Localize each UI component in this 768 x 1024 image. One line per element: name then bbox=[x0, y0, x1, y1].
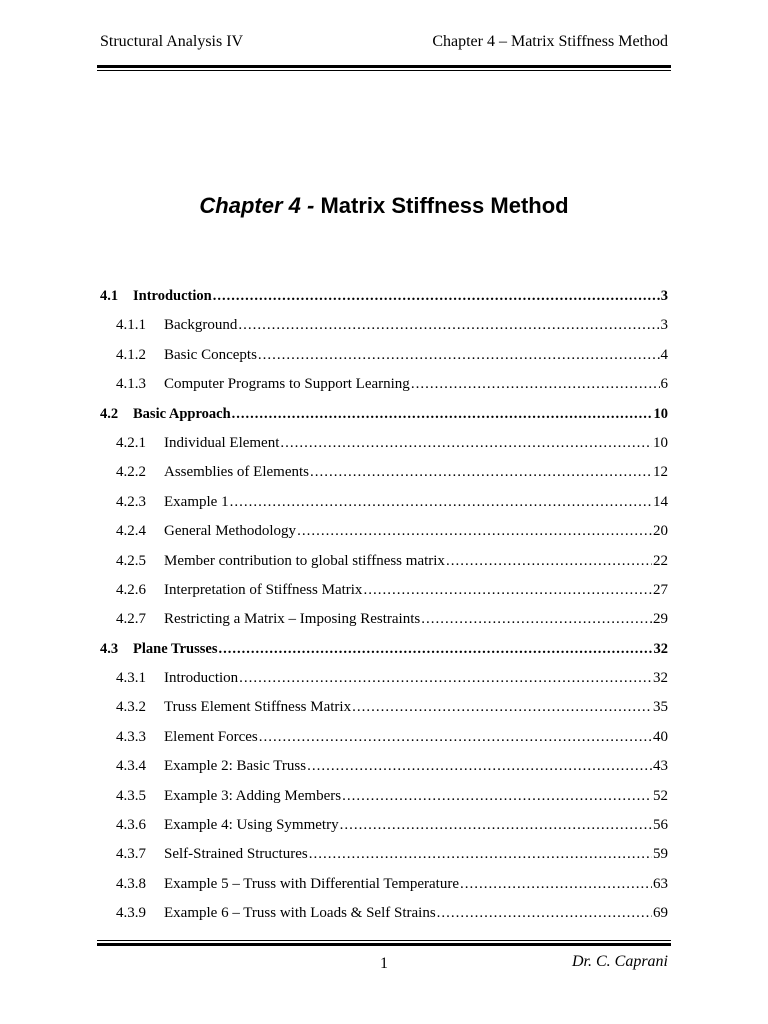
toc-entry-number: 4.2 bbox=[100, 405, 119, 422]
toc-dot-leader bbox=[363, 578, 652, 602]
footer-author: Dr. C. Caprani bbox=[571, 953, 668, 970]
toc-entry[interactable] bbox=[100, 284, 668, 313]
toc-entry-label: Restricting a Matrix – Imposing Restraints bbox=[164, 611, 421, 628]
toc-dot-leader bbox=[421, 607, 652, 631]
toc-entry-label: Element Forces bbox=[164, 728, 258, 745]
toc-entry-page: 3 bbox=[660, 288, 668, 304]
toc-entry-number: 4.3.6 bbox=[116, 817, 146, 834]
toc-entry-label: Member contribution to global stiffness matrix bbox=[164, 552, 445, 569]
chapter-title-text: Matrix Stiffness Method bbox=[320, 193, 569, 218]
toc-entry-page: 69 bbox=[653, 905, 668, 922]
toc-entry-number: 4.2.2 bbox=[116, 464, 146, 481]
chapter-title-number: Chapter 4 - bbox=[199, 193, 315, 218]
toc-entry[interactable] bbox=[100, 431, 668, 460]
toc-entry-label: Truss Element Stiffness Matrix bbox=[164, 699, 352, 716]
header-rule bbox=[97, 65, 671, 71]
toc-entry-number: 4.1.2 bbox=[116, 346, 146, 363]
toc-entry[interactable] bbox=[100, 607, 668, 636]
toc-entry-page: 59 bbox=[653, 846, 668, 863]
toc-entry[interactable] bbox=[100, 490, 668, 519]
toc-entry-page: 12 bbox=[653, 464, 668, 481]
toc-entry-page: 14 bbox=[653, 493, 668, 510]
toc-entry-number: 4.3.2 bbox=[116, 699, 146, 716]
table-of-contents bbox=[100, 284, 668, 931]
toc-entry-page: 10 bbox=[653, 434, 668, 451]
toc-entry-page: 32 bbox=[653, 640, 668, 657]
toc-entry-label: General Methodology bbox=[164, 523, 297, 540]
toc-dot-leader bbox=[340, 813, 652, 837]
toc-entry-page: 56 bbox=[653, 817, 668, 834]
toc-entry-page: 52 bbox=[653, 787, 668, 804]
toc-dot-leader bbox=[297, 519, 652, 543]
footer-rule bbox=[97, 940, 671, 946]
toc-entry-label: Introduction bbox=[133, 288, 212, 304]
toc-entry-label: Interpretation of Stiffness Matrix bbox=[164, 581, 363, 598]
toc-entry[interactable] bbox=[100, 372, 668, 401]
toc-entry-page: 43 bbox=[653, 758, 668, 775]
toc-entry-label: Plane Trusses bbox=[133, 640, 218, 657]
toc-dot-leader bbox=[232, 402, 653, 426]
toc-dot-leader bbox=[213, 284, 660, 308]
toc-entry-page: 29 bbox=[653, 611, 668, 628]
toc-entry[interactable] bbox=[100, 813, 668, 842]
toc-entry-label: Example 4: Using Symmetry bbox=[164, 817, 339, 834]
toc-entry-number: 4.1.1 bbox=[116, 317, 146, 334]
toc-entry-number: 4.2.7 bbox=[116, 611, 146, 628]
toc-dot-leader bbox=[259, 725, 652, 749]
toc-dot-leader bbox=[280, 431, 652, 455]
toc-dot-leader bbox=[352, 695, 652, 719]
page-header bbox=[100, 33, 668, 51]
toc-entry-number: 4.3.5 bbox=[116, 787, 146, 804]
toc-entry-number: 4.3.7 bbox=[116, 846, 146, 863]
toc-entry-label: Background bbox=[164, 317, 238, 334]
toc-entry-page: 20 bbox=[653, 523, 668, 540]
toc-dot-leader bbox=[307, 754, 652, 778]
toc-entry-label: Example 3: Adding Members bbox=[164, 787, 342, 804]
toc-entry[interactable] bbox=[100, 901, 668, 930]
toc-entry[interactable] bbox=[100, 343, 668, 372]
toc-entry[interactable] bbox=[100, 725, 668, 754]
toc-dot-leader bbox=[342, 784, 652, 808]
toc-entry-label: Example 2: Basic Truss bbox=[164, 758, 307, 775]
toc-entry[interactable] bbox=[100, 519, 668, 548]
header-course-title: Structural Analysis IV bbox=[100, 33, 244, 50]
toc-dot-leader bbox=[258, 343, 660, 367]
toc-dot-leader bbox=[310, 460, 652, 484]
toc-entry[interactable] bbox=[100, 578, 668, 607]
toc-entry-page: 4 bbox=[660, 346, 668, 363]
toc-dot-leader bbox=[230, 490, 652, 514]
toc-entry-label: Basic Concepts bbox=[164, 346, 257, 363]
toc-entry-page: 40 bbox=[653, 728, 668, 745]
toc-entry-page: 22 bbox=[653, 552, 668, 569]
toc-entry[interactable] bbox=[100, 637, 668, 666]
toc-entry-number: 4.2.3 bbox=[116, 493, 146, 510]
toc-entry-number: 4.3.9 bbox=[116, 905, 146, 922]
toc-entry[interactable] bbox=[100, 313, 668, 342]
toc-entry[interactable] bbox=[100, 872, 668, 901]
toc-entry-number: 4.1 bbox=[100, 288, 119, 304]
toc-entry-label: Self-Strained Structures bbox=[164, 846, 308, 863]
toc-dot-leader bbox=[460, 872, 652, 896]
toc-entry[interactable] bbox=[100, 549, 668, 578]
toc-entry-page: 10 bbox=[653, 405, 668, 422]
toc-entry[interactable] bbox=[100, 842, 668, 871]
toc-entry-page: 3 bbox=[660, 317, 668, 334]
toc-dot-leader bbox=[411, 372, 660, 396]
toc-entry-label: Basic Approach bbox=[133, 405, 231, 422]
toc-dot-leader bbox=[446, 549, 652, 573]
toc-entry[interactable] bbox=[100, 402, 668, 431]
toc-entry-number: 4.3 bbox=[100, 640, 119, 657]
footer-page-number: 1 bbox=[380, 955, 388, 972]
toc-entry-label: Introduction bbox=[164, 670, 239, 687]
toc-entry-label: Example 1 bbox=[164, 493, 229, 510]
toc-entry-number: 4.3.8 bbox=[116, 875, 146, 892]
header-chapter-title: Chapter 4 – Matrix Stiffness Method bbox=[432, 33, 668, 50]
toc-entry-page: 6 bbox=[660, 376, 668, 393]
toc-entry-number: 4.1.3 bbox=[116, 376, 146, 393]
toc-entry[interactable] bbox=[100, 460, 668, 489]
toc-entry-number: 4.2.1 bbox=[116, 434, 146, 451]
toc-entry-number: 4.3.1 bbox=[116, 670, 146, 687]
toc-entry-label: Individual Element bbox=[164, 434, 280, 451]
toc-entry-number: 4.2.6 bbox=[116, 581, 146, 598]
toc-entry-number: 4.2.4 bbox=[116, 523, 146, 540]
toc-entry-page: 32 bbox=[653, 670, 668, 687]
toc-entry-label: Example 5 – Truss with Differential Temperature bbox=[164, 875, 460, 892]
toc-entry[interactable] bbox=[100, 695, 668, 724]
toc-entry-page: 63 bbox=[653, 875, 668, 892]
toc-dot-leader bbox=[218, 637, 652, 661]
toc-entry-label: Example 6 – Truss with Loads & Self Strains bbox=[164, 905, 436, 922]
toc-entry[interactable] bbox=[100, 666, 668, 695]
toc-entry-label: Assemblies of Elements bbox=[164, 464, 309, 481]
toc-entry[interactable] bbox=[100, 784, 668, 813]
toc-entry-page: 35 bbox=[653, 699, 668, 716]
toc-entry-label: Computer Programs to Support Learning bbox=[164, 376, 410, 393]
toc-dot-leader bbox=[437, 901, 652, 925]
toc-entry-number: 4.3.4 bbox=[116, 758, 146, 775]
toc-dot-leader bbox=[238, 313, 659, 337]
toc-entry-page: 27 bbox=[653, 581, 668, 598]
toc-entry[interactable] bbox=[100, 754, 668, 783]
toc-entry-number: 4.3.3 bbox=[116, 728, 146, 745]
toc-dot-leader bbox=[239, 666, 652, 690]
toc-dot-leader bbox=[309, 842, 652, 866]
toc-entry-number: 4.2.5 bbox=[116, 552, 146, 569]
chapter-title bbox=[0, 193, 768, 219]
